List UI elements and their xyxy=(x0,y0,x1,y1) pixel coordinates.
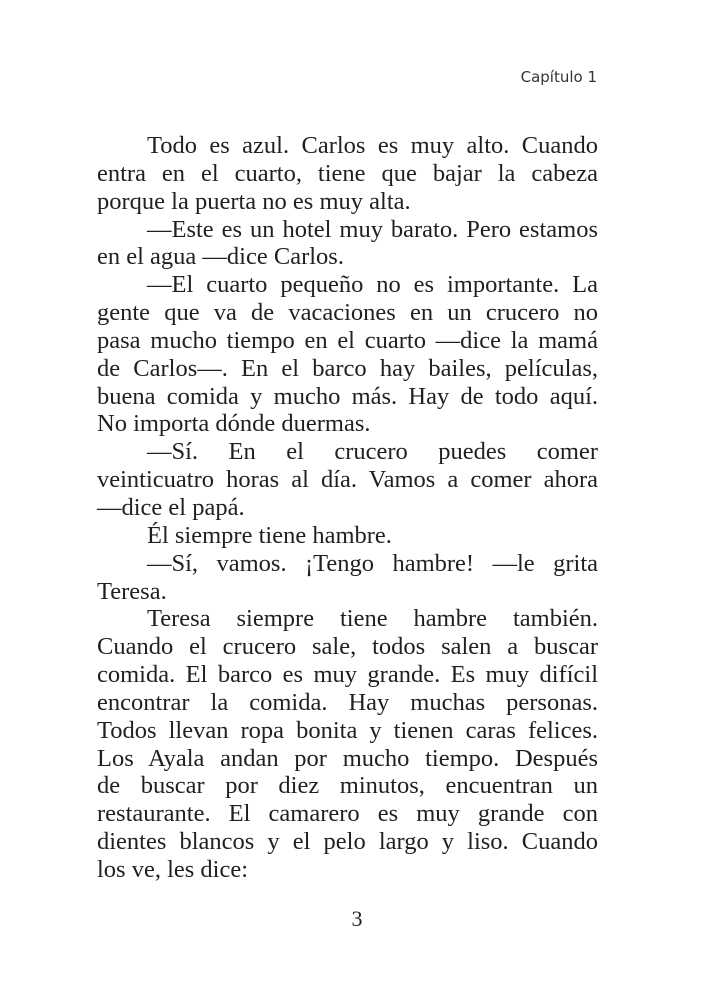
text-line: encontrar la comida. Hay muchas personas. xyxy=(97,688,598,716)
text-line: —Sí, vamos. ¡Tengo hambre! —le grita xyxy=(147,549,598,577)
text-line: —dice el papá. xyxy=(97,493,245,521)
page-number: 3 xyxy=(351,906,363,931)
paragraph xyxy=(97,271,598,438)
text-line: de buscar por diez minutos, encuentran un xyxy=(97,772,598,800)
text-line: Todo es azul. Carlos es muy alto. Cuando xyxy=(147,132,598,159)
paragraph xyxy=(97,132,598,216)
text-line: Teresa. xyxy=(97,577,167,605)
text-line: dientes blancos y el pelo largo y liso. Cuando xyxy=(97,828,598,856)
text-line: No importa dónde duermas. xyxy=(97,410,371,438)
chapter-header: Capítulo 1 xyxy=(520,68,597,86)
text-line: veinticuatro horas al día. Vamos a comer ahora xyxy=(97,466,598,494)
text-line: entra en el cuarto, tiene que bajar la cabeza xyxy=(97,159,598,187)
paragraph xyxy=(97,605,598,883)
paragraph xyxy=(97,438,598,522)
text-line: —Sí. En el crucero puedes comer xyxy=(147,438,598,466)
text-line: —Este es un hotel muy barato. Pero estamos xyxy=(147,215,598,243)
text-line: gente que va de vacaciones en un crucero no xyxy=(97,299,598,327)
text-line: Todos llevan ropa bonita y tienen caras felices. xyxy=(97,716,598,744)
text-line: Los Ayala andan por mucho tiempo. Después xyxy=(97,744,598,772)
paragraph xyxy=(97,522,598,550)
text-line: de Carlos—. En el barco hay bailes, películas, xyxy=(97,354,598,382)
text-line: los ve, les dice: xyxy=(97,855,249,883)
text-line: Teresa siempre tiene hambre también. xyxy=(147,605,598,633)
text-line: —El cuarto pequeño no es importante. La xyxy=(147,271,598,299)
paragraph xyxy=(97,216,598,272)
text-line: buena comida y mucho más. Hay de todo aquí. xyxy=(97,382,598,410)
text-line: Él siempre tiene hambre. xyxy=(147,521,392,549)
text-line: en el agua —dice Carlos. xyxy=(97,243,344,271)
text-line: porque la puerta no es muy alta. xyxy=(97,187,411,215)
text-line: restaurante. El camarero es muy grande con xyxy=(97,800,598,828)
text-line: Cuando el crucero sale, todos salen a buscar xyxy=(97,633,598,661)
paragraph xyxy=(97,550,598,606)
text-line: comida. El barco es muy grande. Es muy difícil xyxy=(97,661,598,689)
text-line: pasa mucho tiempo en el cuarto —dice la mamá xyxy=(97,326,598,354)
page-body xyxy=(97,132,598,884)
